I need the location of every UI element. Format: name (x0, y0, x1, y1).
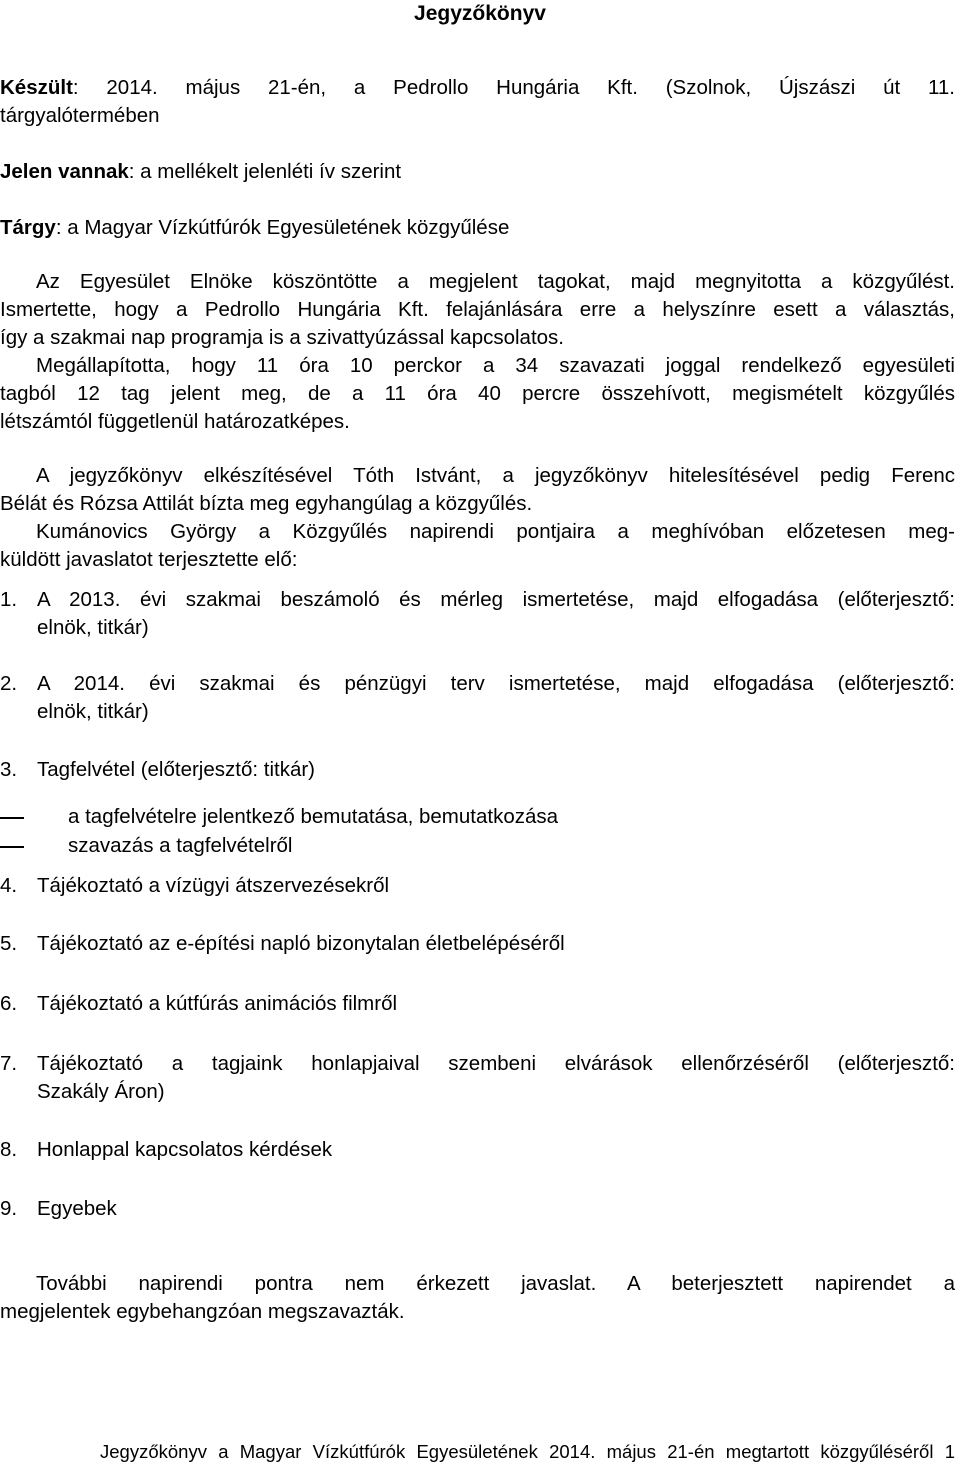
agenda-item (0, 990, 955, 1018)
agenda-item (0, 756, 955, 784)
targy-text: : a Magyar Vízkútfúrók Egyesületének közgyűlése (55, 216, 510, 239)
paragraph-line: Megállapította, hogy 11 óra 10 perckor a 34 szavazati joggal rendelkező egyesületi (36, 354, 955, 377)
agenda-text: Szakály Áron) (37, 1080, 165, 1103)
jelen-label: Jelen vannak (0, 160, 129, 183)
targy-line (0, 214, 955, 242)
agenda-number: 2. (0, 672, 18, 695)
jelen-text: : a mellékelt jelenléti ív szerint (128, 160, 402, 183)
agenda-text: Tájékoztató a vízügyi átszervezésekről (37, 874, 390, 897)
agenda-number: 7. (0, 1052, 18, 1075)
closing-line: megjelentek egybehangzóan megszavazták. (0, 1300, 405, 1323)
agenda-item (0, 1050, 955, 1106)
agenda-text: elnök, titkár) (37, 616, 149, 639)
agenda-item (0, 586, 955, 642)
paragraph-line: Kumánovics György a Közgyűlés napirendi pontjaira a meghívóban előzetesen meg- (36, 520, 955, 543)
paragraph-line: tagból 12 tag jelent meg, de a 11 óra 40 percre összehívott, megismételt közgyűlés (0, 382, 955, 405)
sub-item-text: a tagfelvételre jelentkező bemutatása, bemutatkozása (68, 805, 559, 828)
closing-line: További napirendi pontra nem érkezett javaslat. A beterjesztett napirendet a (36, 1272, 955, 1295)
agenda-item (0, 1136, 955, 1164)
agenda-text: Tagfelvétel (előterjesztő: titkár) (37, 758, 316, 781)
agenda-text: A 2013. évi szakmai beszámoló és mérleg ismertetése, majd elfogadása (előterjesztő: (37, 588, 955, 611)
keszult-continuation: tárgyalótermében (0, 104, 160, 127)
dash-bullet (0, 817, 24, 819)
paragraph-line: Az Egyesület Elnöke köszöntötte a megjelent tagokat, majd megnyitotta a közgyűlést. (36, 270, 955, 293)
paragraph-line: Bélát és Rózsa Attilát bízta meg egyhangúlag a közgyűlés. (0, 492, 533, 515)
agenda-number: 6. (0, 992, 18, 1015)
agenda-number: 1. (0, 588, 18, 611)
agenda-number: 4. (0, 874, 18, 897)
paragraph-line: így a szakmai nap programja is a szivattyúzással kapcsolatos. (0, 326, 565, 349)
agenda-number: 3. (0, 758, 18, 781)
sub-item-text: szavazás a tagfelvételről (68, 834, 293, 857)
agenda-number: 9. (0, 1197, 18, 1220)
agenda-text: Tájékoztató a kútfúrás animációs filmről (37, 992, 398, 1015)
agenda-item (0, 1195, 955, 1223)
keszult-line (0, 74, 955, 102)
agenda-text: elnök, titkár) (37, 700, 149, 723)
sub-item (0, 803, 955, 831)
agenda-text: A 2014. évi szakmai és pénzügyi terv ismertetése, majd elfogadása (előterjesztő: (37, 672, 955, 695)
sub-item (0, 832, 955, 860)
agenda-text: Honlappal kapcsolatos kérdések (37, 1138, 333, 1161)
agenda-item (0, 872, 955, 900)
page-footer: Jegyzőkönyv a Magyar Vízkútfúrók Egyesületének 2014. május 21-én megtartott közgyűléséről 1 (100, 1441, 955, 1462)
keszult-text: : 2014. május 21-én, a Pedrollo Hungária Kft. (Szolnok, Újszászi út 11. (72, 76, 955, 99)
agenda-text: Tájékoztató az e-építési napló bizonytalan életbelépéséről (37, 932, 565, 955)
targy-label: Tárgy (0, 216, 56, 239)
document-title: Jegyzőkönyv (414, 2, 546, 25)
paragraph-line: A jegyzőkönyv elkészítésével Tóth Istvánt, a jegyzőkönyv hitelesítésével pedig Ferenc (36, 464, 955, 487)
paragraph-line: Ismertette, hogy a Pedrollo Hungária Kft. felajánlására erre a helyszínre esett a választás, (0, 298, 955, 321)
agenda-text: Tájékoztató a tagjaink honlapjaival szembeni elvárások ellenőrzéséről (előterjesztő: (37, 1052, 955, 1075)
agenda-text: Egyebek (37, 1197, 117, 1220)
agenda-item (0, 930, 955, 958)
agenda-item (0, 670, 955, 726)
paragraph-line: létszámtól függetlenül határozatképes. (0, 410, 350, 433)
agenda-number: 8. (0, 1138, 18, 1161)
keszult-label: Készült (0, 76, 73, 99)
agenda-number: 5. (0, 932, 18, 955)
paragraph-line: küldött javaslatot terjesztette elő: (0, 548, 298, 571)
jelen-line (0, 158, 955, 186)
dash-bullet (0, 846, 24, 848)
